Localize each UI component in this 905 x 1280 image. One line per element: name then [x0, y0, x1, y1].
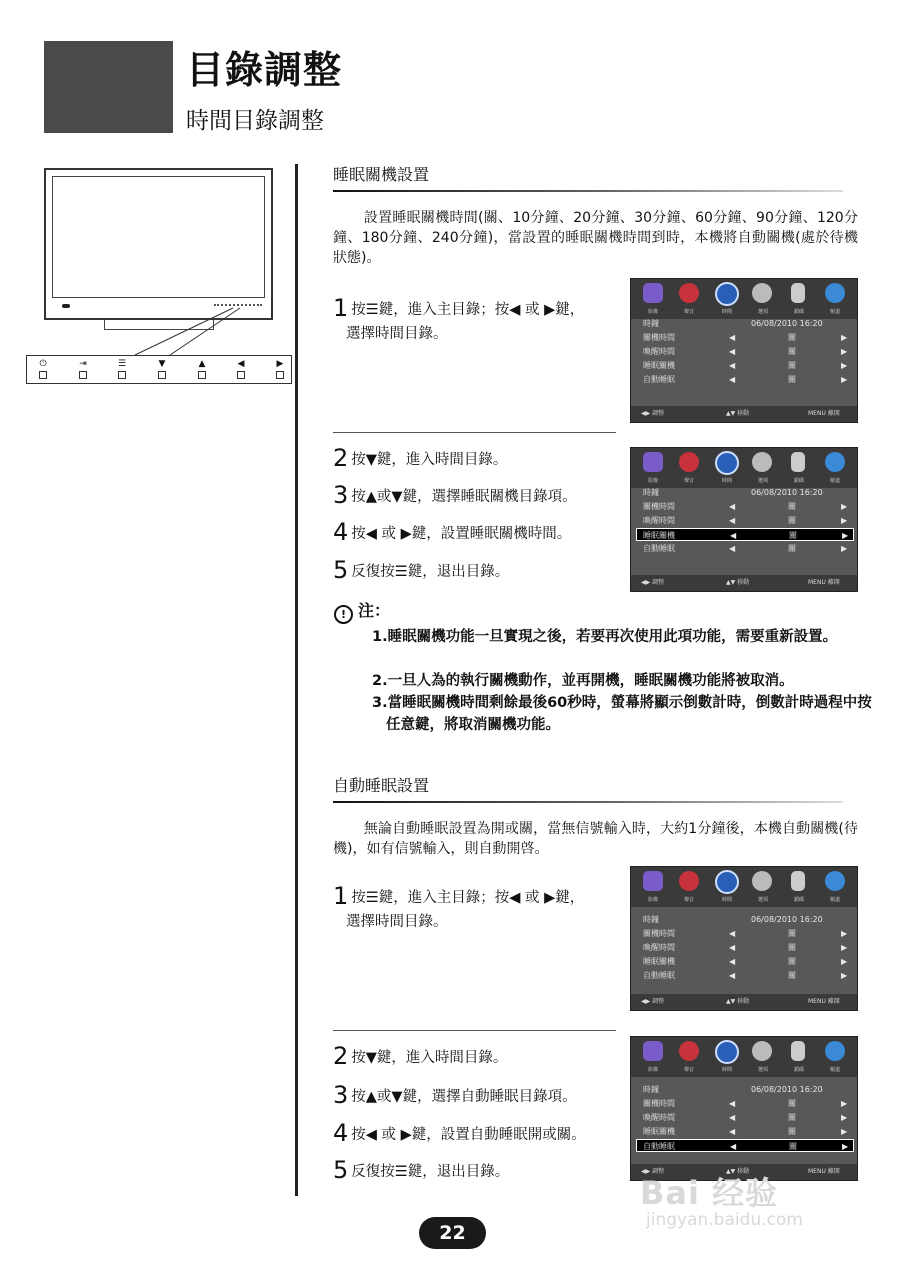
- lock-icon: [791, 283, 805, 303]
- time-icon: [715, 1040, 739, 1064]
- menu-row: 關機時間 ◀ 關 ▶: [643, 502, 848, 511]
- gear-icon: [752, 1041, 772, 1061]
- tv-screen: [52, 176, 265, 298]
- step-divider: [333, 432, 616, 433]
- page-title: 目錄調整: [186, 48, 343, 92]
- picture-icon: [643, 1041, 663, 1061]
- lock-icon: [791, 1041, 805, 1061]
- power-button-icon: ⏻: [33, 359, 53, 379]
- menu-row-clock: 時鐘 06/08/2010 16:20: [643, 319, 823, 328]
- section-underline: [333, 190, 843, 192]
- step-3: 3 按▲或▼鍵，選擇睡眠關機目錄項。: [333, 481, 577, 509]
- exclamation-icon: !: [334, 605, 353, 624]
- header-block: [44, 41, 173, 133]
- menu-row: 睡眠關機 ◀ 關 ▶: [643, 1127, 848, 1136]
- step-1-cont: 選擇時間目錄。: [346, 914, 448, 930]
- step-1: 1 按☰鍵，進入主目錄；按◀ 或 ▶鍵，: [333, 294, 585, 322]
- page-number: 22: [419, 1217, 486, 1249]
- step-1-cont: 選擇時間目錄。: [346, 326, 448, 342]
- step-4: 4 按◀ 或 ▶鍵，設置自動睡眠開或關。: [333, 1119, 586, 1147]
- sound-icon: [679, 452, 699, 472]
- step-2: 2 按▼鍵，進入時間目錄。: [333, 444, 508, 472]
- input-button-icon: ⇥: [73, 359, 93, 379]
- step-divider: [333, 1030, 616, 1031]
- globe-icon: [825, 871, 845, 891]
- tv-button-bar: [26, 355, 292, 384]
- menu-footer: ◀▶ 調整 ▲▼ 移動 MENU 離開: [631, 575, 857, 591]
- lock-icon: [791, 452, 805, 472]
- menu-row: 自動睡眠 ◀ 關 ▶: [643, 375, 848, 384]
- watermark-logo: Bai 经验: [640, 1174, 779, 1212]
- menu-footer: ◀▶ 調整 ▲▼ 移動 MENU 離開: [631, 1164, 857, 1180]
- right-button-icon: ▶: [270, 359, 290, 379]
- menu-row: 關機時間 ◀ 關 ▶: [643, 929, 848, 938]
- menu-screenshot: 影像 聲音 時間 選項 鎖碼 頻道 時鐘 06/08/2010 16:20 關機時間 ◀ 關 ▶ 喚醒時間 ◀ 關 ▶ 睡眠關機 ◀ 關 ▶ 自動睡眠 ◀ 關 ▶ ◀▶ 調整 ▲▼ 移動 MENU 離開: [630, 866, 858, 1011]
- vertical-rule: [295, 164, 298, 1196]
- time-icon: [715, 282, 739, 306]
- menu-row: 自動睡眠 ◀ 關 ▶: [643, 971, 848, 980]
- globe-icon: [825, 283, 845, 303]
- menu-row-selected: 睡眠關機 ◀ 關 ▶: [636, 528, 854, 541]
- tv-power-led: [62, 304, 70, 308]
- down-button-icon: ▼: [152, 359, 172, 379]
- section-title-autosleep: 自動睡眠設置: [333, 776, 430, 795]
- gear-icon: [752, 452, 772, 472]
- left-button-icon: ◀: [231, 359, 251, 379]
- section-description: 無論自動睡眠設置為開或關，當無信號輸入時，大約1分鐘後，本機自動關機(待機)，如有信號輸入，則自動開啓。: [333, 821, 858, 857]
- time-icon: [715, 451, 739, 475]
- menu-footer: ◀▶ 調整 ▲▼ 移動 MENU 離開: [631, 994, 857, 1010]
- up-button-icon: ▲: [192, 359, 212, 379]
- menu-row: 睡眠關機 ◀ 關 ▶: [643, 361, 848, 370]
- globe-icon: [825, 1041, 845, 1061]
- menu-row: 關機時間 ◀ 關 ▶: [643, 1099, 848, 1108]
- menu-row-clock: 時鐘 06/08/2010 16:20: [643, 915, 823, 924]
- menu-row: 喚醒時間 ◀ 關 ▶: [643, 943, 848, 952]
- menu-row: 自動睡眠 ◀ 關 ▶: [643, 544, 848, 553]
- menu-row: 關機時間 ◀ 關 ▶: [643, 333, 848, 342]
- menu-row-clock: 時鐘 06/08/2010 16:20: [643, 1085, 823, 1094]
- menu-row: 睡眠關機 ◀ 關 ▶: [643, 957, 848, 966]
- menu-row-selected: 自動睡眠 ◀ 關 ▶: [636, 1139, 854, 1152]
- section-title-sleep: 睡眠關機設置: [333, 165, 430, 184]
- step-5: 5 反復按☰鍵，退出目錄。: [333, 556, 510, 584]
- sound-icon: [679, 871, 699, 891]
- step-5: 5 反復按☰鍵，退出目錄。: [333, 1156, 510, 1184]
- step-4: 4 按◀ 或 ▶鍵，設置睡眠關機時間。: [333, 518, 572, 546]
- gear-icon: [752, 283, 772, 303]
- section-description: 設置睡眠關機時間(關、10分鐘、20分鐘、30分鐘、60分鐘、90分鐘、120分鐘、180分鐘、240分鐘)，當設置的睡眠關機時間到時，本機將自動關機(處於待機狀態)。: [333, 210, 858, 266]
- callout-lines: [130, 305, 250, 357]
- menu-row-clock: 時鐘 06/08/2010 16:20: [643, 488, 823, 497]
- step-1: 1 按☰鍵，進入主目錄；按◀ 或 ▶鍵，: [333, 882, 585, 910]
- page-subtitle: 時間目錄調整: [186, 108, 324, 134]
- menu-row: 喚醒時間 ◀ 關 ▶: [643, 1113, 848, 1122]
- menu-screenshot: 影像 聲音 時間 選項 鎖碼 頻道 時鐘 06/08/2010 16:20 關機時間 ◀ 關 ▶ 喚醒時間 ◀ 關 ▶ 睡眠關機 ◀ 關 ▶ 自動睡眠 ◀ 關 ▶ ◀▶ 調整 ▲▼ 移動 MENU 離開: [630, 278, 858, 423]
- watermark-url: jingyan.baidu.com: [646, 1210, 803, 1230]
- menu-button-icon: ☰: [112, 359, 132, 379]
- sound-icon: [679, 1041, 699, 1061]
- section-underline: [333, 801, 843, 803]
- menu-footer: ◀▶ 調整 ▲▼ 移動 MENU 離開: [631, 406, 857, 422]
- menu-row: 喚醒時間 ◀ 關 ▶: [643, 347, 848, 356]
- step-2: 2 按▼鍵，進入時間目錄。: [333, 1042, 508, 1070]
- menu-screenshot: 影像 聲音 時間 選項 鎖碼 頻道 時鐘 06/08/2010 16:20 關機時間 ◀ 關 ▶ 喚醒時間 ◀ 關 ▶ 睡眠關機 ◀ 關 ▶ 自動睡眠 ◀ 關 ▶ ◀▶ 調整 ▲▼ 移動 MENU 離開: [630, 447, 858, 592]
- picture-icon: [643, 871, 663, 891]
- note-item: 3.當睡眠關機時間剩餘最後60秒時，螢幕將顯示倒數計時，倒數計時過程中按任意鍵，將取消關機功能。: [372, 695, 872, 733]
- globe-icon: [825, 452, 845, 472]
- note-item: 2.一旦人為的執行關機動作，並再開機，睡眠關機功能將被取消。: [372, 673, 794, 689]
- picture-icon: [643, 452, 663, 472]
- time-icon: [715, 870, 739, 894]
- lock-icon: [791, 871, 805, 891]
- note-heading: ! 注：: [334, 601, 390, 624]
- sound-icon: [679, 283, 699, 303]
- step-3: 3 按▲或▼鍵，選擇自動睡眠目錄項。: [333, 1081, 577, 1109]
- note-item: 1.睡眠關機功能一旦實現之後，若要再次使用此項功能，需要重新設置。: [372, 629, 838, 645]
- gear-icon: [752, 871, 772, 891]
- menu-screenshot: 影像 聲音 時間 選項 鎖碼 頻道 時鐘 06/08/2010 16:20 關機時間 ◀ 關 ▶ 喚醒時間 ◀ 關 ▶ 睡眠關機 ◀ 關 ▶ 自動睡眠 ◀ 關 ▶ ◀▶ 調整 ▲▼ 移動 MENU 離開: [630, 1036, 858, 1181]
- menu-row: 喚醒時間 ◀ 關 ▶: [643, 516, 848, 525]
- picture-icon: [643, 283, 663, 303]
